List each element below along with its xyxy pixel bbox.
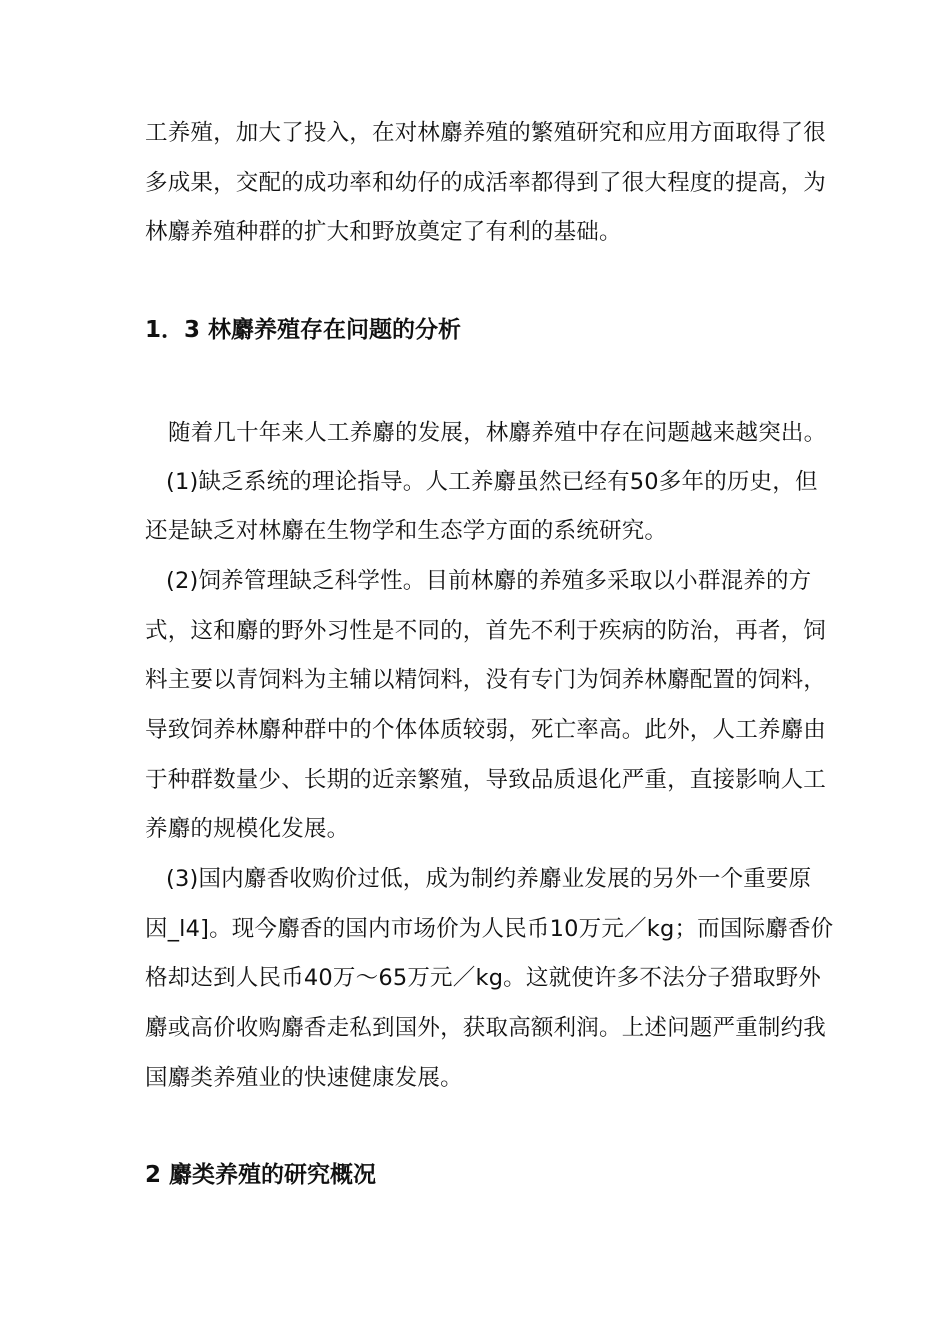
- body-line-7: 导致饲养林麝种群中的个体体质较弱，死亡率高。此外，人工养麝由: [145, 717, 827, 743]
- intro-line-2: 多成果，交配的成功率和幼仔的成活率都得到了很大程度的提高，为: [145, 170, 827, 196]
- body-line-4: (2)饲养管理缺乏科学性。目前林麝的养殖多采取以小群混养的方: [166, 568, 812, 594]
- body-line-9: 养麝的规模化发展。: [145, 816, 350, 842]
- body-line-6: 料主要以青饲料为主辅以精饲料，没有专门为饲养林麝配置的饲料，: [145, 667, 827, 693]
- body-line-13: 麝或高价收购麝香走私到国外，获取高额利润。上述问题严重制约我: [145, 1015, 827, 1041]
- section-2-heading: 2 麝类养殖的研究概况: [145, 1162, 377, 1188]
- intro-line-3: 林麝养殖种群的扩大和野放奠定了有利的基础。: [145, 219, 622, 245]
- body-line-11: 因_l4]。现今麝香的国内市场价为人民币10万元／kg；而国际麝香价: [145, 916, 834, 942]
- section-1-3-heading: 1．3 林麝养殖存在问题的分析: [145, 317, 462, 343]
- body-line-12: 格却达到人民币40万～65万元／kg。这就使许多不法分子猎取野外: [145, 965, 821, 991]
- body-line-2: (1)缺乏系统的理论指导。人工养麝虽然已经有50多年的历史，但: [166, 469, 818, 495]
- body-line-3: 还是缺乏对林麝在生物学和生态学方面的系统研究。: [145, 518, 668, 544]
- body-line-8: 于种群数量少、长期的近亲繁殖，导致品质退化严重，直接影响人工: [145, 767, 827, 793]
- body-line-10: (3)国内麝香收购价过低，成为制约养麝业发展的另外一个重要原: [166, 866, 812, 892]
- intro-line-1: 工养殖，加大了投入，在对林麝养殖的繁殖研究和应用方面取得了很: [145, 120, 827, 146]
- body-line-14: 国麝类养殖业的快速健康发展。: [145, 1065, 463, 1091]
- body-line-1: 随着几十年来人工养麝的发展，林麝养殖中存在问题越来越突出。: [168, 420, 827, 446]
- body-line-5: 式，这和麝的野外习性是不同的，首先不利于疾病的防治，再者，饲: [145, 618, 827, 644]
